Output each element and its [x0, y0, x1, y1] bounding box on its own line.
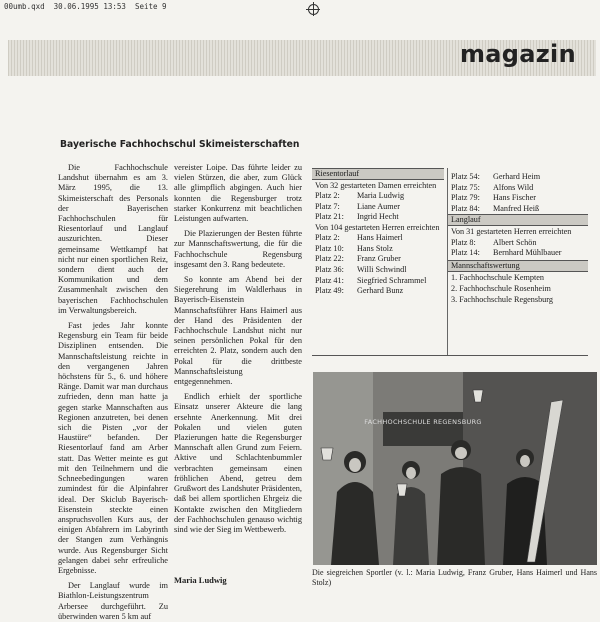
result-row: Platz 41: Siegfried Schrammel: [315, 275, 427, 285]
results-divider: [447, 168, 448, 356]
paragraph: Der Langlauf wurde im Biathlon-Leistungszentrum Arbersee durchgeführt. Zu überwinden waren 5 km auf: [58, 581, 168, 621]
result-row: Platz 21: Ingrid Hecht: [315, 212, 399, 222]
result-row: Platz 7: Liane Aumer: [315, 201, 400, 211]
team-result: 1. Fachhochschule Kempten: [451, 273, 544, 283]
photo-caption: Die siegreichen Sportler (v. l.: Maria Ludwig, Franz Gruber, Hans Haimerl und Hans Stolz): [312, 568, 597, 587]
registration-mark-icon: [306, 2, 320, 16]
results-intro: Von 104 gestarteten Herren erreichten: [315, 222, 440, 232]
team-result: 3. Fachhochschule Regensburg: [451, 294, 553, 304]
result-row: Platz 36: Willi Schwindl: [315, 264, 407, 274]
paragraph: Die Fachhochschule Landshut übernahm es am 3. März 1995, die 13. Skimeisterschaft des Personals der Bayerischen Fachhochschulen für Riesentorlauf und Langlauf auszurichten. Dieser gemeinsame Wettkampf hat nicht nur einen sportlichen Reiz, sondern dient auch der Kommunikation und dem Zusammenhalt zwischen den bayerischen Fachhochschulen im Verwaltungsbereich.: [58, 163, 168, 315]
results-intro: Von 31 gestarteten Herren erreichten: [451, 227, 572, 237]
results-header-mannschaft: Mannschaftswertung: [448, 260, 588, 272]
sign-text: FACHHOCHSCHULE REGENSBURG: [364, 418, 482, 426]
results-header-riesentorlauf: Riesentorlauf: [312, 168, 444, 180]
results-box: [312, 168, 588, 354]
result-row: Platz 14: Bernhard Mühlbauer: [451, 248, 562, 258]
result-row: Platz 79: Hans Fischer: [451, 193, 536, 203]
result-row: Platz 75: Alfons Wild: [451, 182, 534, 192]
article-column-2: [174, 163, 302, 535]
article-headline: Bayerische Fachhochschul Skimeisterschaften: [60, 139, 300, 150]
result-row: Platz 10: Hans Stolz: [315, 243, 393, 253]
article-column-1: [58, 163, 168, 622]
result-row: Platz 22: Franz Gruber: [315, 254, 401, 264]
team-photo: [313, 372, 597, 565]
print-slug-line: 00umb.qxd 30.06.1995 13:53 Seite 9: [4, 2, 167, 11]
results-left-column: [312, 168, 444, 296]
author-byline: Maria Ludwig: [174, 575, 227, 585]
paragraph: Endlich erhielt der sportliche Einsatz unserer Akteure die lang ersehnte Anerkennung. Mit drei Pokalen und vielen guten Plazierungen hatte die Regensburger Mannschaft allen Grund zum Feiern. Aktive und Schlachtenbummler verbrachten gemeinsam einen fröhlichen Abend, getreu dem Grußwort des Landshuter Präsidenten, daß bei allem sportlichen Ehrgeiz die Kontakte zwischen den Mitgliedern der Fachhochschulen genauso wichtig sind wie der Sieg im Wettbewerb.: [174, 392, 302, 534]
result-row: Platz 49: Gerhard Bunz: [315, 285, 404, 295]
result-row: Platz 54: Gerhard Heim: [451, 172, 541, 181]
results-right-column: [448, 168, 588, 305]
results-bottom-rule: [312, 355, 588, 356]
paragraph: So konnte am Abend bei der Siegerehrung im Waldlerhaus in Bayerisch-Eisenstein Mannschaftsführer Hans Haimerl aus der Hand des Präsidenten der Fachhochschule Landshut nicht nur seinen persönlichen Pokal für den erreichten 2. Platz, sondern auch den Pokal für die drittbeste Mannschaftsleistung entgegennehmen.: [174, 275, 302, 387]
results-header-langlauf: Langlauf: [448, 214, 588, 226]
result-row: Platz 8: Albert Schön: [451, 237, 537, 247]
result-row: Platz 2: Hans Haimerl: [315, 233, 403, 243]
result-row: Platz 2: Maria Ludwig: [315, 191, 405, 201]
section-label: magazin: [460, 40, 576, 68]
paragraph: Fast jedes Jahr konnte Regensburg ein Team für beide Disziplinen entsenden. Die Mannschaftsleistung reichte in den vergangenen Jahren höchstens für 5., 6. und höhere Ränge. Damit war man durchaus zufrieden, denn man hatte ja gegen starke Mannschaften aus Regionen anzutreten, bei denen sich die Pisten „vor der Haustüre“ befanden. Der Riesentorlauf fand am Arber statt. Das Wetter meinte es gut mit den Teilnehmern und die Schneebedingungen waren zumindest für die Alpinfahrer ideal. Der Skiclub Bayerisch-Eisenstein steckte einen anspruchsvollen Kurs aus, der einigen Abfahrern im Labyrinth der Stangen zum Verhängnis wurde. Aus Regensburger Sicht gelangen dabei sehr erfreuliche Ergebnisse.: [58, 321, 168, 575]
results-intro: Von 32 gestarteten Damen erreichten: [315, 181, 437, 190]
team-result: 2. Fachhochschule Rosenheim: [451, 283, 551, 293]
paragraph: vereister Loipe. Das führte leider zu vielen Stürzen, die aber, zum Glück alle glimpflich abgingen. Auch hier konnten die Regensburger trotz starker Konkurrenz mit beachtlichen Leistungen aufwarten.: [174, 163, 302, 224]
paragraph: Die Plazierungen der Besten führte zur Mannschaftswertung, die für die Fachhochschule Regensburg insgesamt den 3. Rang bedeutete.: [174, 229, 302, 269]
result-row: Platz 84: Manfred Heiß: [451, 203, 540, 213]
